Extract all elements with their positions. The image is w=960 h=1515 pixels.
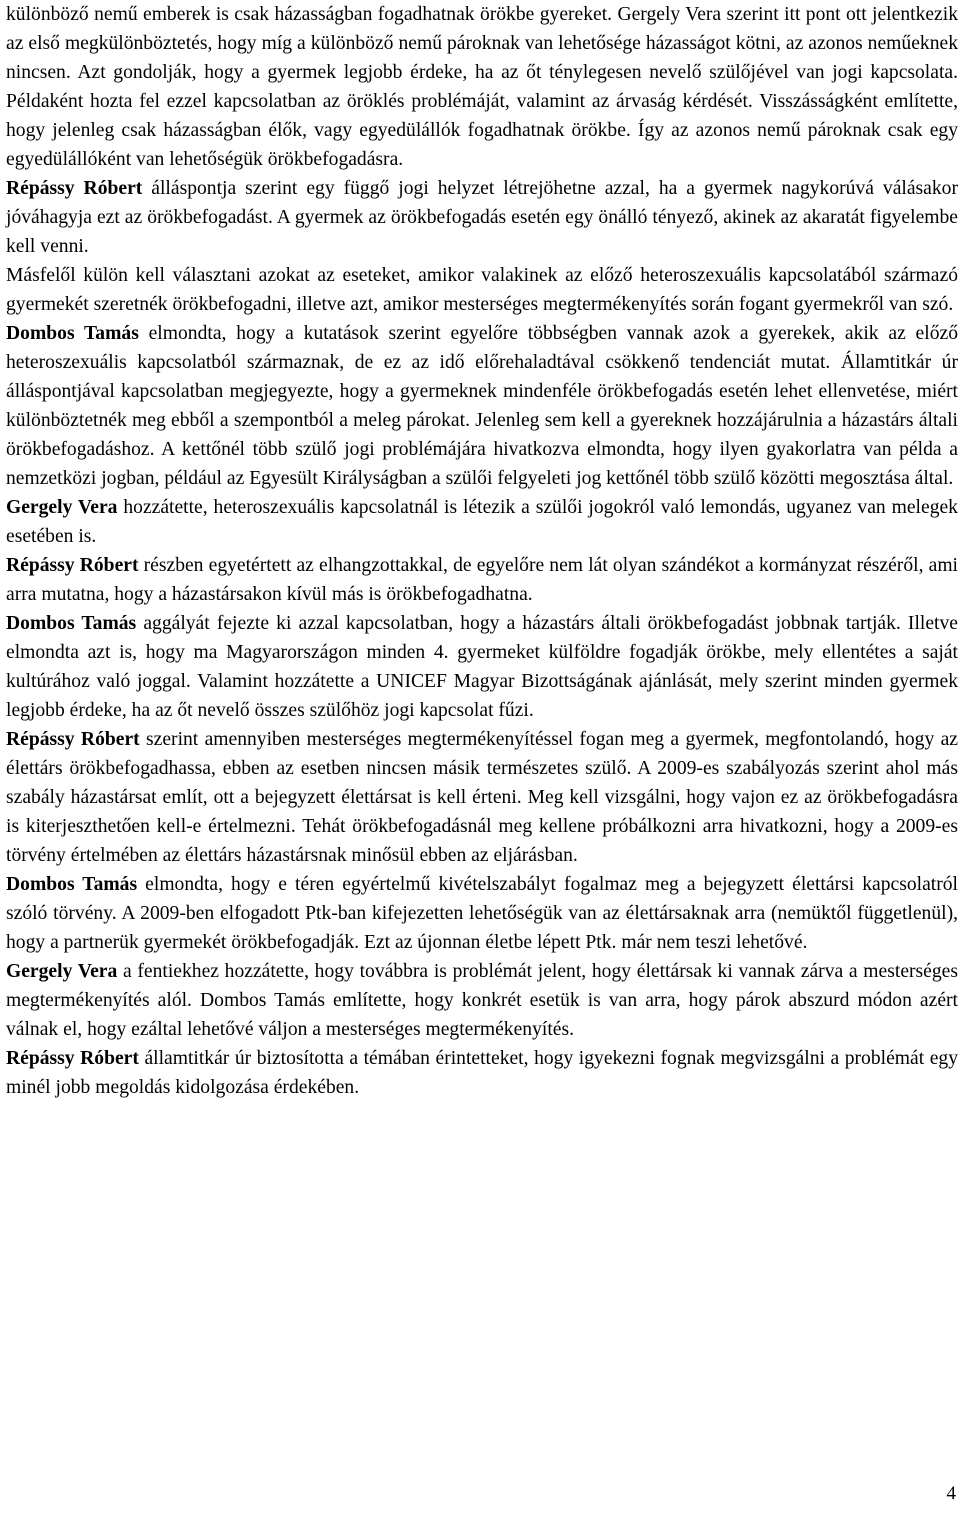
paragraph-text: különböző nemű emberek is csak házasságban fogadhatnak örökbe gyereket. Gergely Vera szerint itt pont ott jelentkezik az első megkülönböztetés, hogy míg a különböző nemű pároknak van lehetősége házasságot kötni, az azonos neműeknek nincsen. Azt gondolják, hogy a gyermek legjobb érdeke, ha az őt ténylegesen nevelő szülőjével van jogi kapcsolata. Példaként hozta fel ezzel kapcsolatban az öröklés problémáját, valamint az árvaság kérdését. Visszásságként említette, hogy jelenleg csak házasságban élők, vagy egyedülállók fogadhatnak örökbe. Így az azonos nemű pároknak csak egy egyedülállóként van lehetőségük örökbefogadásra. [6,4,958,170]
document-page [6,0,958,1102]
speaker-name: Répássy Róbert [6,729,140,750]
speaker-name: Répássy Róbert [6,555,139,576]
paragraph [6,609,958,725]
paragraph-text: államtitkár úr biztosította a témában érintetteket, hogy igyekezni fognak megvizsgálni a problémát egy minél jobb megoldás kidolgozása érdekében. [6,1048,958,1098]
paragraph-text: a fentiekhez hozzátette, hogy továbbra is problémát jelent, hogy élettársak ki vannak zárva a mesterséges megtermékenyítés alól. Dombos Tamás említette, hogy konkrét esetük is van arra, hogy párok abszurd módon azért válnak el, hogy ezáltal lehetővé váljon a mesterséges megtermékenyítés. [6,961,958,1040]
paragraph-text: aggályát fejezte ki azzal kapcsolatban, hogy a házastárs általi örökbefogadást jobbnak tartják. Illetve elmondta azt is, hogy ma Magyarországon minden 4. gyermeket külföldre fogadják örökbe, mely ellentétes a saját kultúrához való joggal. Valamint hozzátette a UNICEF Magyar Bizottságának ajánlását, mely szerint minden gyermek legjobb érdeke, ha az őt nevelő összes szülőhöz jogi kapcsolat fűzi. [6,613,958,721]
speaker-name: Dombos Tamás [6,613,137,634]
speaker-name: Répássy Róbert [6,1048,139,1069]
speaker-name: Gergely Vera [6,497,118,518]
paragraph-text: hozzátette, heteroszexuális kapcsolatnál is létezik a szülői jogokról való lemondás, ugyanez van melegek esetében is. [6,497,958,547]
paragraph-text: Másfelől külön kell választani azokat az eseteket, amikor valakinek az előző heteroszexuális kapcsolatából származó gyermekét szeretnék örökbefogadni, illetve azt, amikor mesterséges megtermékenyítés során fogant gyermekről van szó. [6,265,958,315]
paragraph [6,870,958,957]
speaker-name: Gergely Vera [6,961,118,982]
paragraph [6,957,958,1044]
paragraph [6,261,958,319]
paragraph [6,725,958,870]
paragraph-text: szerint amennyiben mesterséges megtermékenyítéssel fogan meg a gyermek, megfontolandó, hogy az élettárs örökbefogadhassa, ebben az esetben nincsen másik természetes szülő. A 2009-es szabályozás szerint ahol más szabály házastársat említ, ott a bejegyzett élettársat is kell érteni. Meg kell vizsgálni, hogy vajon ez az örökbefogadásra is kiterjeszthetően kell-e értelmezni. Tehát örökbefogadásnál meg kellene próbálkozni arra hivatkozni, hogy a 2009-es törvény értelmében az élettárs házastársnak minősül ebben az eljárásban. [6,729,959,866]
paragraph [6,1044,958,1102]
speaker-name: Dombos Tamás [6,323,139,344]
paragraph-text: elmondta, hogy a kutatások szerint egyelőre többségben vannak azok a gyerekek, akik az előző heteroszexuális kapcsolatból származnak, de ez az idő előrehaladtával csökkenő tendenciát mutat. Államtitkár úr álláspontjával kapcsolatban megjegyezte, hogy a gyermeknek mindenféle örökbefogadás esetén lehet ellenvetése, miért különböztetnék meg ebből a szempontból a meleg párokat. Jelenleg sem kell a gyereknek hozzájárulnia a házastárs általi örökbefogadáshoz. A kettőnél több szülő jogi problémájára hivatkozva elmondta, hogy ilyen gyakorlatra van példa a nemzetközi jogban, például az Egyesült Királyságban a szülői felgyeleti jog kettőnél több szülő közötti megosztása által. [6,323,958,489]
paragraph [6,174,958,261]
paragraph [6,0,958,174]
speaker-name: Dombos Tamás [6,874,138,895]
speaker-name: Répássy Róbert [6,178,143,199]
paragraph [6,493,958,551]
page-number: 4 [946,1483,956,1504]
paragraph [6,319,958,493]
paragraph [6,551,958,609]
paragraph-text: elmondta, hogy e téren egyértelmű kivételszabályt fogalmaz meg a bejegyzett élettársi kapcsolatról szóló törvény. A 2009-ben elfogadott Ptk-ban kifejezetten lehetőségük van az élettársaknak arra (nemüktől függetlenül), hogy a partnerük gyermekét örökbefogadják. Ezt az újonnan életbe lépett Ptk. már nem teszi lehetővé. [6,874,958,953]
paragraph-text: részben egyetértett az elhangzottakkal, de egyelőre nem lát olyan szándékot a kormányzat részéről, ami arra mutatna, hogy a házastársakon kívül más is örökbefogadhatna. [6,555,959,605]
paragraph-text: álláspontja szerint egy függő jogi helyzet létrejöhetne azzal, ha a gyermek nagykorúvá válásakor jóváhagyja ezt az örökbefogadást. A gyermek az örökbefogadás esetén egy önálló tényező, akinek az akaratát figyelembe kell venni. [6,178,959,257]
